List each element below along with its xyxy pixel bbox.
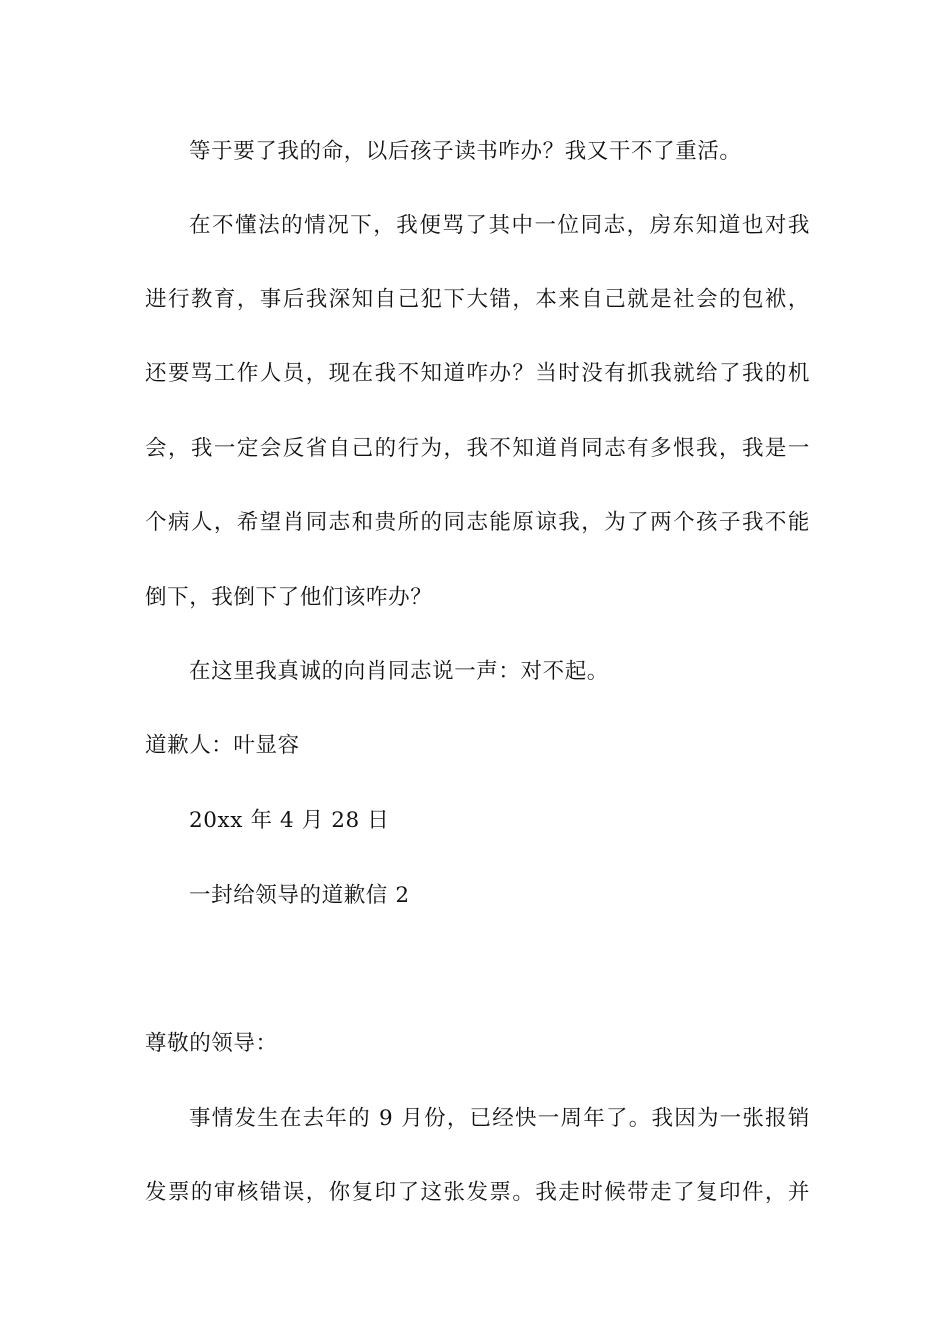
paragraph-line-9: 发票的审核错误，你复印了这张发票。我走时候带走了复印件，并 bbox=[145, 1180, 810, 1205]
apology-closing-line: 在这里我真诚的向肖同志说一声：对不起。 bbox=[189, 659, 609, 684]
paragraph-line-2: 在不懂法的情况下，我便骂了其中一位同志，房东知道也对我 bbox=[189, 213, 810, 238]
date-line: 20xx 年 4 月 28 日 bbox=[189, 808, 390, 833]
signatory-line: 道歉人：叶显容 bbox=[145, 733, 300, 758]
paragraph-line-1: 等于要了我的命，以后孩子读书咋办？我又干不了重活。 bbox=[189, 139, 742, 164]
salutation-line: 尊敬的领导： bbox=[145, 1031, 278, 1056]
paragraph-line-4: 还要骂工作人员，现在我不知道咋办？当时没有抓我就给了我的机 bbox=[145, 361, 810, 386]
paragraph-line-5: 会，我一定会反省自己的行为，我不知道肖同志有多恨我，我是一 bbox=[145, 436, 810, 461]
section-heading: 一封给领导的道歉信 2 bbox=[189, 883, 410, 908]
paragraph-line-8: 事情发生在去年的 9 月份，已经快一周年了。我因为一张报销 bbox=[189, 1106, 810, 1131]
paragraph-line-3: 进行教育，事后我深知自己犯下大错，本来自己就是社会的包袱， bbox=[145, 287, 810, 312]
paragraph-line-7: 倒下，我倒下了他们该咋办？ bbox=[145, 585, 433, 610]
paragraph-line-6: 个病人，希望肖同志和贵所的同志能原谅我，为了两个孩子我不能 bbox=[145, 510, 810, 535]
